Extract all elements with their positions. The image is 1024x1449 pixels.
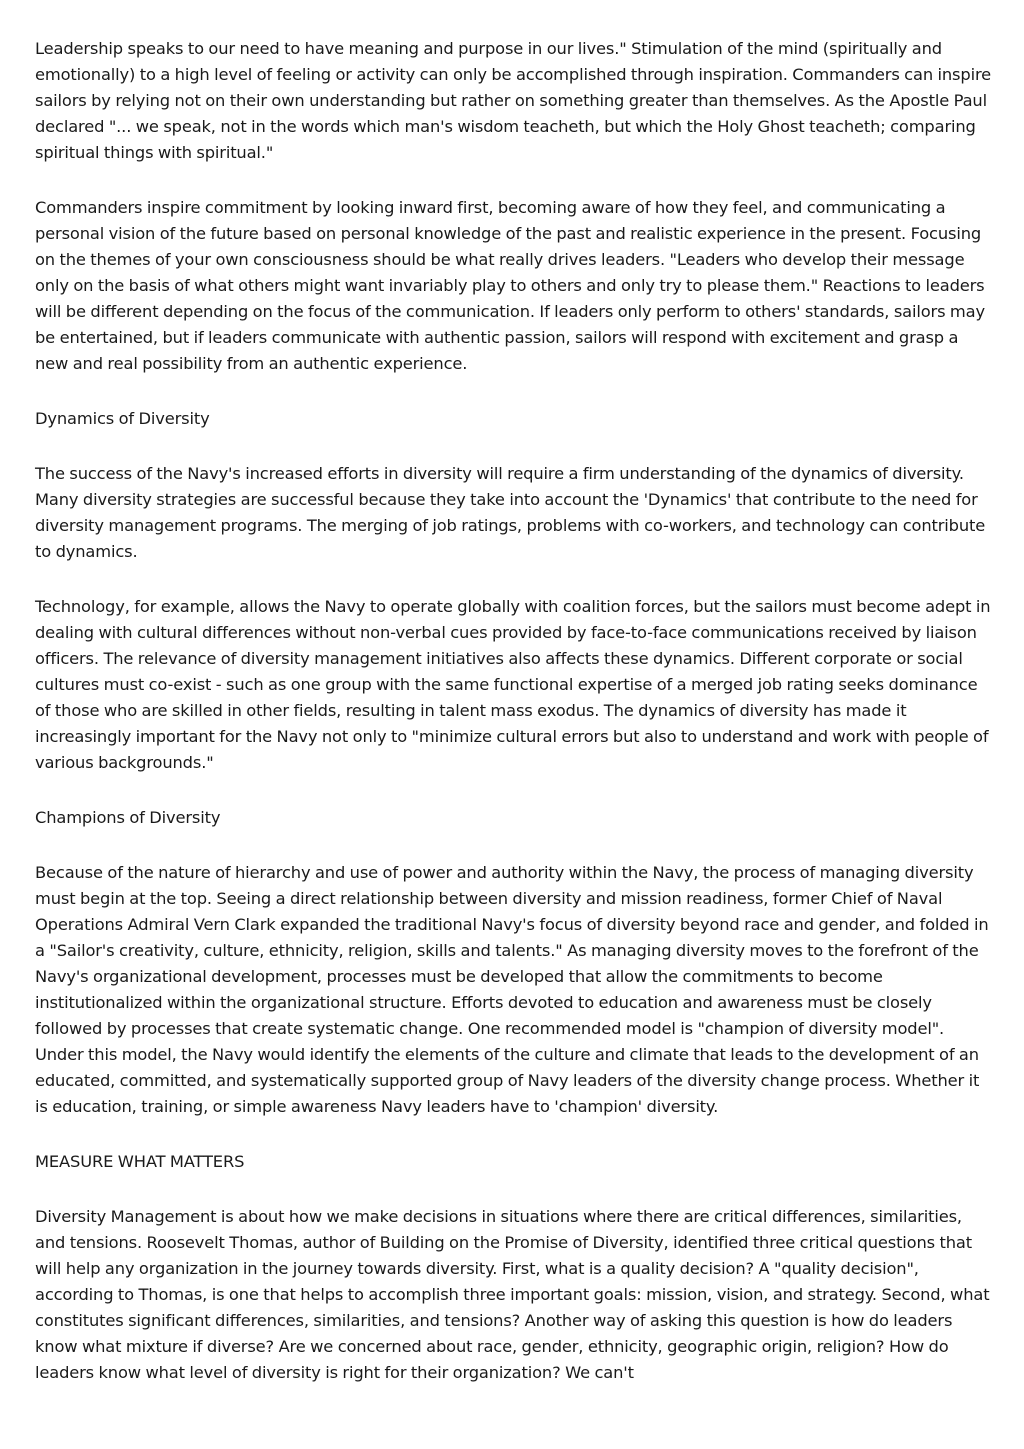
paragraph-measure: Diversity Management is about how we make decisions in situations where there are critical differences, similarities, and tensions. Roosevelt Thomas, author of Building on the Promise of Diversity, identified three critical questions that will help any organization in the journey towards diversity. First, what is a quality decision? A "quality decision", according to Thomas, is one that helps to accomplish three important goals: mission, vision, and strategy. Second, what constitutes significant differences, similarities, and tensions? Another way of asking this question is how do leaders know what mixture if diverse? Are we concerned about race, gender, ethnicity, geographic origin, religion? How do leaders know what level of diversity is right for their organization? We can't	[35, 1207, 990, 1382]
paragraph-dynamics-intro: The success of the Navy's increased efforts in diversity will require a firm understanding of the dynamics of diversity. Many diversity strategies are successful because they take into account the 'Dynamics' that contribute to the need for diversity management programs. The merging of job ratings, problems with co-workers, and technology can contribute to dynamics.	[35, 464, 986, 561]
paragraph-inspiration: Leadership speaks to our need to have meaning and purpose in our lives." Stimulation of the mind (spiritually and emotionally) to a high level of feeling or activity can only be accomplished through inspiration. Commanders can inspire sailors by relying not on their own understanding but rather on something greater than themselves. As the Apostle Paul declared "... we speak, not in the words which man's wisdom teacheth, but which the Holy Ghost teacheth; comparing spiritual things with spiritual."	[35, 39, 991, 162]
paragraph-commitment: Commanders inspire commitment by looking inward first, becoming aware of how they feel, and communicating a personal vision of the future based on personal knowledge of the past and realistic experience in the present. Focusing on the themes of your own consciousness should be what really drives leaders. "Leaders who develop their message only on the basis of what others might want invariably play to others and only try to please them." Reactions to leaders will be different depending on the focus of the communication. If leaders only perform to others' standards, sailors may be entertained, but if leaders communicate with authentic passion, sailors will respond with excitement and grasp a new and real possibility from an authentic experience.	[35, 198, 985, 373]
section-heading-measure: MEASURE WHAT MATTERS	[35, 1152, 245, 1171]
document-body	[35, 36, 993, 1415]
section-heading-dynamics: Dynamics of Diversity	[35, 409, 210, 428]
paragraph-technology: Technology, for example, allows the Navy to operate globally with coalition forces, but the sailors must become adept in dealing with cultural differences without non-verbal cues provided by face-to-face communications received by liaison officers. The relevance of diversity management initiatives also affects these dynamics. Different corporate or social cultures must co-exist - such as one group with the same functional expertise of a merged job rating seeks dominance of those who are skilled in other fields, resulting in talent mass exodus. The dynamics of diversity has made it increasingly important for the Navy not only to "minimize cultural errors but also to understand and work with people of various backgrounds."	[35, 597, 991, 772]
section-heading-champions: Champions of Diversity	[35, 808, 221, 827]
paragraph-champions: Because of the nature of hierarchy and use of power and authority within the Navy, the process of managing diversity must begin at the top. Seeing a direct relationship between diversity and mission readiness, former Chief of Naval Operations Admiral Vern Clark expanded the traditional Navy's focus of diversity beyond race and gender, and folded in a "Sailor's creativity, culture, ethnicity, religion, skills and talents." As managing diversity moves to the forefront of the Navy's organizational development, processes must be developed that allow the commitments to become institutionalized within the organizational structure. Efforts devoted to education and awareness must be closely followed by processes that create systematic change. One recommended model is "champion of diversity model". Under this model, the Navy would identify the elements of the culture and climate that leads to the development of an educated, committed, and systematically supported group of Navy leaders of the diversity change process. Whether it is education, training, or simple awareness Navy leaders have to 'champion' diversity.	[35, 863, 989, 1116]
